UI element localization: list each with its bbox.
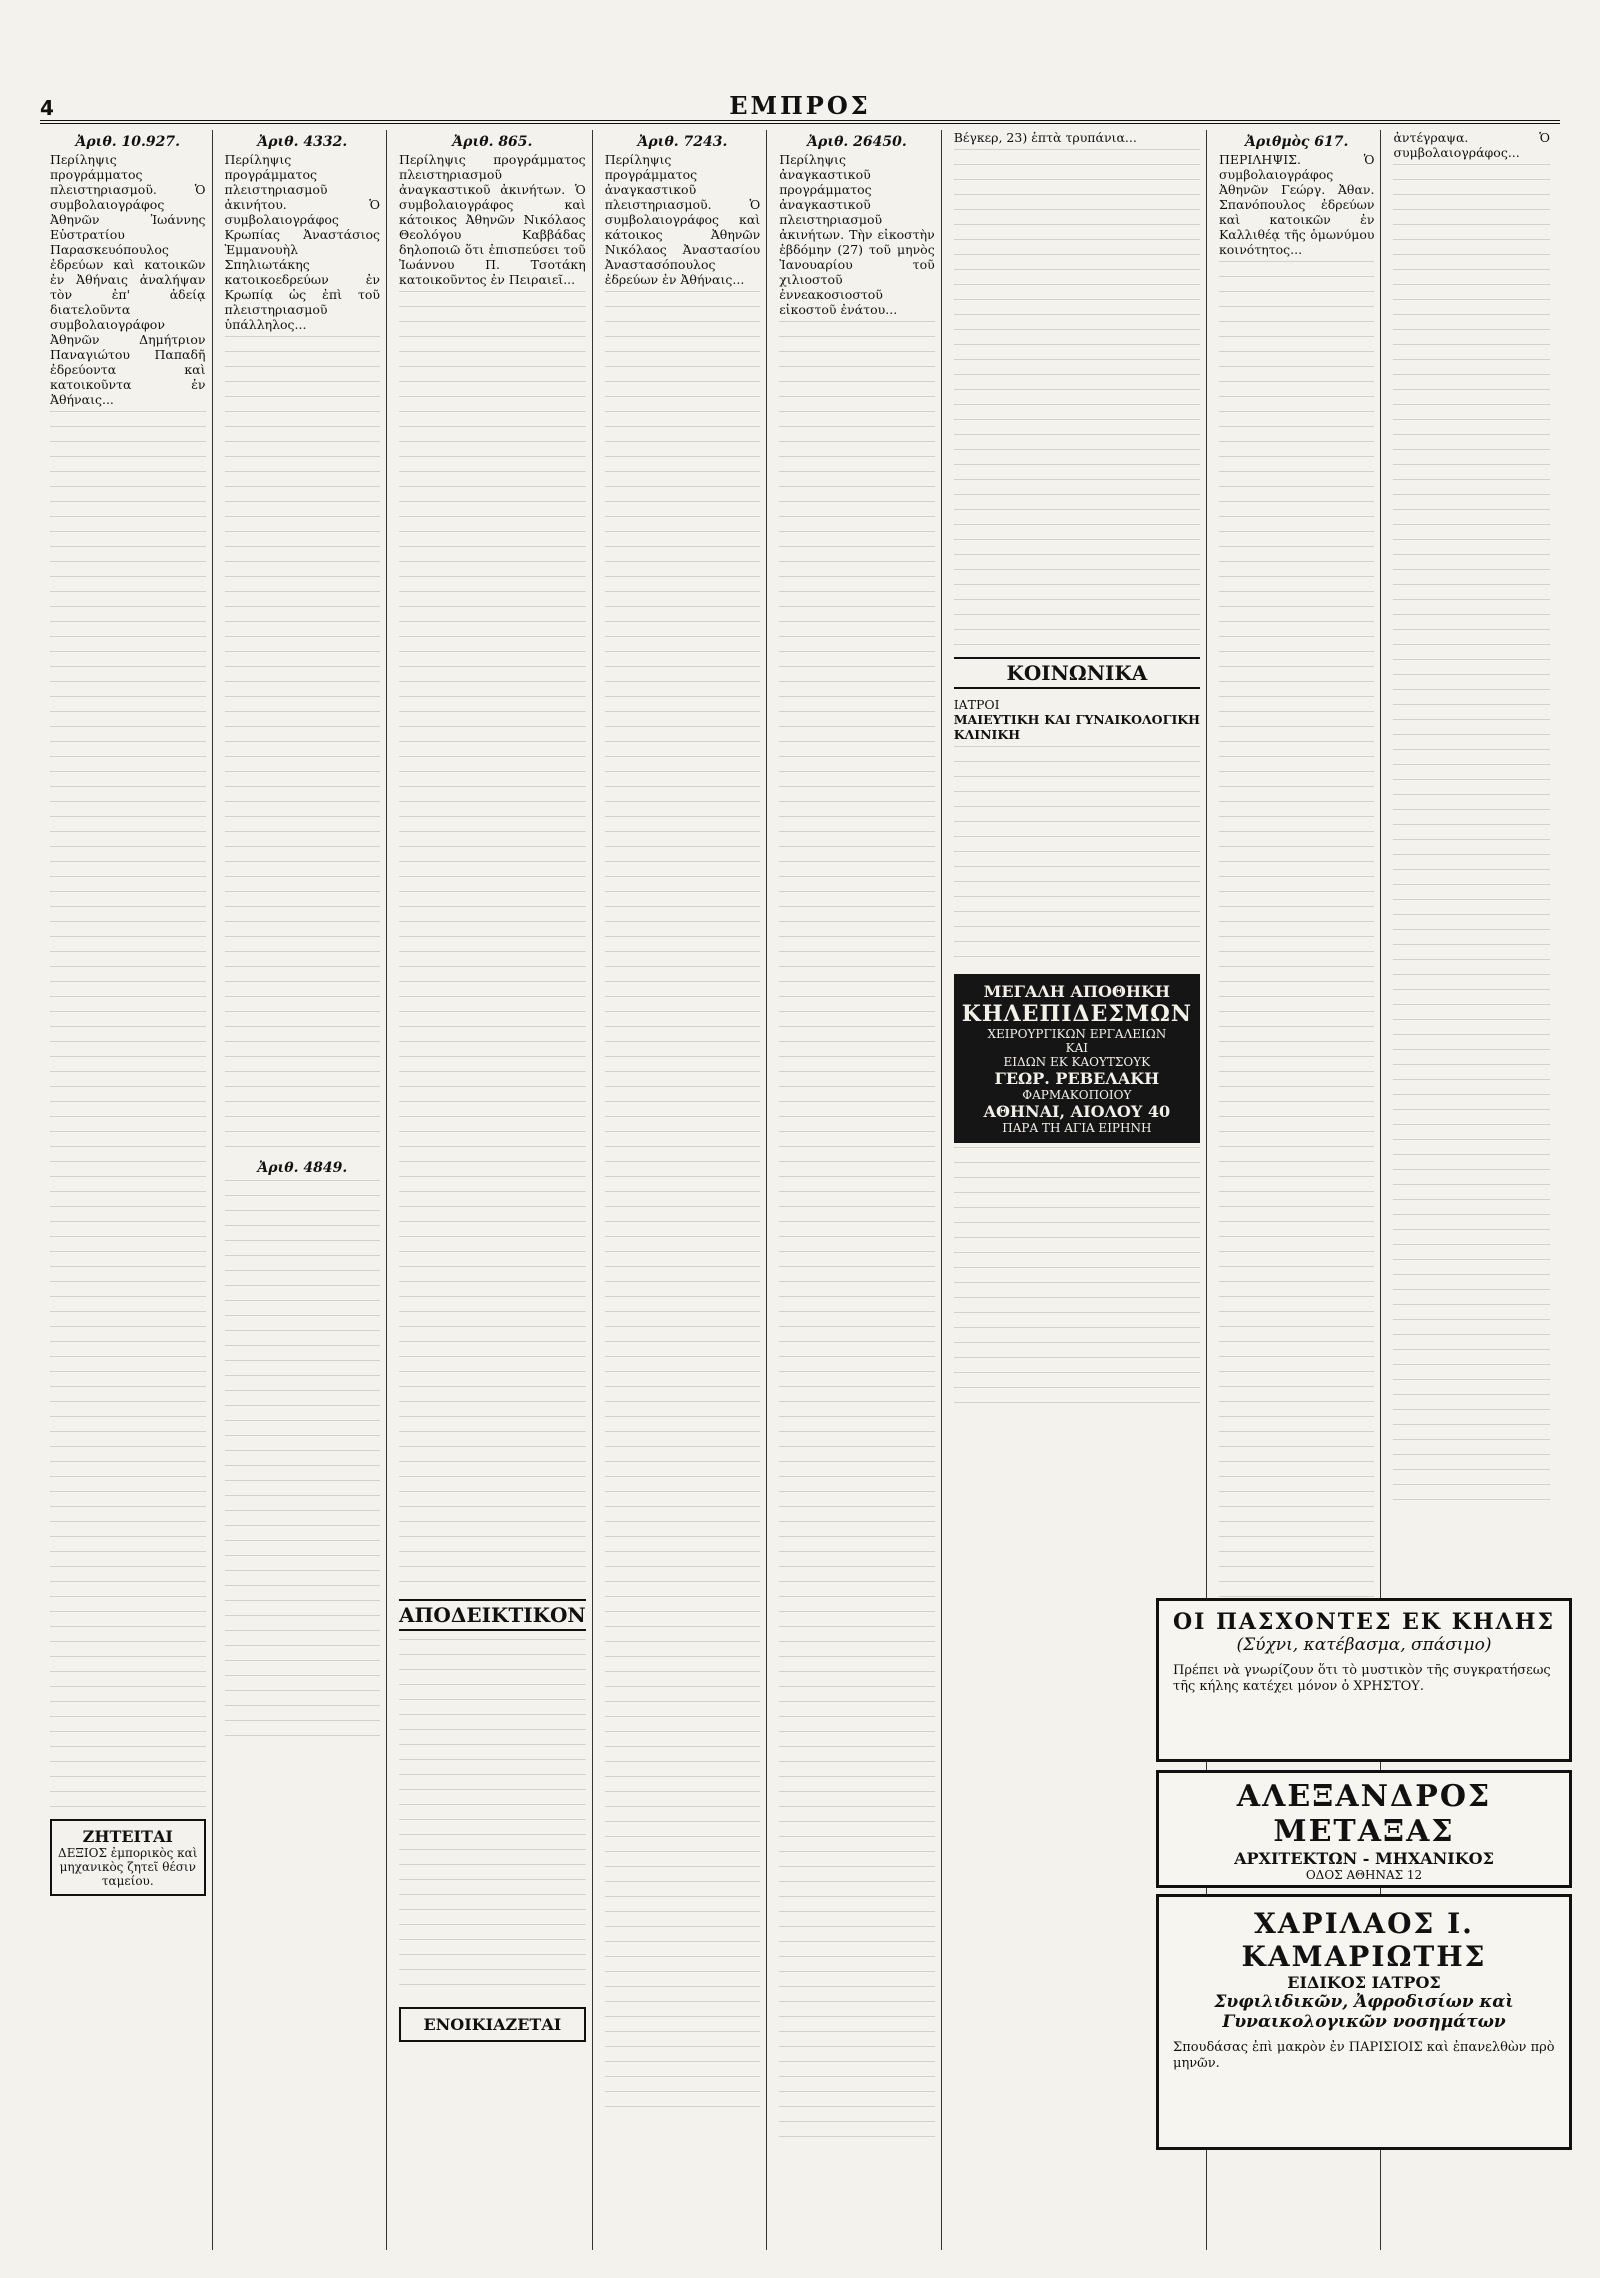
pharmacy-ad: [954, 974, 1200, 1143]
notice-box-title: ΕΝΟΙΚΙΑΖΕΤΑΙ: [423, 2015, 562, 2034]
small-ad-text: ΔΕΞΙΟΣ ἐμπορικὸς καὶ μηχανικὸς ζητεῖ θέσιν ταμείου.: [58, 1846, 198, 1888]
column-5: [773, 130, 942, 2250]
masthead: ΕΜΠΡΟΣ: [729, 91, 871, 120]
text-block: [954, 149, 1200, 649]
text-block: [50, 411, 206, 1811]
notice-number: Ἀριθ. 4332.: [257, 134, 348, 150]
text-block: [779, 321, 935, 2141]
notice-text: Περίληψις προγράμματος ἀναγκαστικοῦ πλειστηριασμοῦ. Ὁ συμβολαιογράφος καὶ κάτοικος Ἀθηνῶν Νικόλαος Ἀναστασίου Ἀναστασόπουλος ἐδρεύων ἐν Ἀθήναις...: [604, 152, 761, 287]
architect-name: ΑΛΕΞΑΝΔΡΟΣ ΜΕΤΑΞΑΣ: [1236, 1779, 1492, 1849]
pharmacy-line9: ΠΑΡΑ ΤΗ ΑΓΙΑ ΕΙΡΗΝΗ: [1002, 1121, 1152, 1135]
text-block: [225, 1180, 381, 1740]
architect-ad: [1156, 1770, 1572, 1888]
doctor-text: Σπουδάσας ἐπὶ μακρὸν ἐν ΠΑΡΙΣΙΟΙΣ καὶ ἐπανελθὼν πρὸ μηνῶν.: [1173, 2040, 1555, 2071]
pharmacy-line4: ΚΑΙ: [1065, 1041, 1089, 1055]
notice-text: ἀντέγραψα. Ὁ συμβολαιογράφος...: [1393, 130, 1550, 160]
text-block: [1219, 261, 1375, 1611]
text-block: [1393, 164, 1550, 1514]
doctor-heading: ΜΑΙΕΥΤΙΚΗ ΚΑΙ ΓΥΝΑΙΚΟΛΟΓΙΚΗ ΚΛΙΝΙΚΗ: [953, 712, 1200, 742]
notice-text: Περίληψις προγράμματος πλειστηριασμοῦ ἀκινήτου. Ὁ συμβολαιογράφος Κρωπίας Ἀναστάσιος Ἐμμανουὴλ Σπηλιωτάκης κατοικοεδρεύων ἐν Κρωπίᾳ ὡς ἐπὶ τοῦ πλειστηριασμοῦ ὑπάλληλος...: [224, 152, 381, 332]
notice-number: Ἀριθ. 4849.: [257, 1160, 348, 1176]
hernia-ad: [1156, 1598, 1572, 1762]
architect-title: ΑΡΧΙΤΕΚΤΩΝ - ΜΗΧΑΝΙΚΟΣ: [1234, 1849, 1494, 1868]
doctor-specialty: Συφιλιδικῶν, Ἀφροδισίων καὶ Γυναικολογικῶν νοσημάτων: [1214, 1992, 1514, 2032]
column-1: [44, 130, 213, 2250]
notice-number: Ἀριθμὸς 617.: [1245, 134, 1349, 150]
pharmacy-line1: ΜΕΓΑΛΗ ΑΠΟΘΗΚΗ: [983, 982, 1170, 1001]
pharmacy-line8: ΑΘΗΝΑΙ, ΑΙΟΛΟΥ 40: [983, 1102, 1171, 1121]
notice-text: Περίληψις ἀναγκαστικοῦ προγράμματος ἀναγκαστικοῦ πλειστηριασμοῦ ἀκινήτων. Τὴν εἰκοστὴν ἑβδόμην (27) τοῦ μηνὸς Ἰανουαρίου τοῦ χιλιοστοῦ ἐννεακοσιοστοῦ εἰκοστοῦ ἐνάτου...: [779, 152, 935, 317]
pharmacy-line6: ΓΕΩΡ. ΡΕΒΕΛΑΚΗ: [994, 1069, 1160, 1088]
text-block: [954, 746, 1200, 966]
small-ad-title: ΖΗΤΕΙΤΑΙ: [82, 1827, 173, 1846]
text-block: [954, 1147, 1200, 1407]
column-3: [393, 130, 593, 2250]
hernia-title: ΟΙ ΠΑΣΧΟΝΤΕΣ ΕΚ ΚΗΛΗΣ: [1172, 1609, 1556, 1635]
text-block: [399, 291, 586, 1591]
notice-number: Ἀριθ. 10.927.: [75, 134, 180, 150]
hernia-text: Πρέπει νὰ γνωρίζουν ὅτι τὸ μυστικὸν τῆς συγκρατήσεως τῆς κήλης κατέχει μόνον ὁ ΧΡΗΣΤΟΥ.: [1173, 1663, 1551, 1694]
page-number: 4: [40, 96, 54, 120]
notice-number: Ἀριθ. 7243.: [637, 134, 728, 150]
doctor-title: ΕΙΔΙΚΟΣ ΙΑΤΡΟΣ: [1287, 1973, 1441, 1992]
text-block: [605, 291, 761, 2111]
text-block: [399, 1639, 586, 1999]
column-4: [599, 130, 768, 2250]
small-ad: [50, 1819, 206, 1896]
section-title: ΑΠΟΔΕΙΚΤΙΚΟΝ: [399, 1599, 586, 1631]
pharmacy-line2: ΚΗΛΕΠΙΔΕΣΜΩΝ: [961, 1001, 1192, 1027]
notice-text: Περίληψις προγράμματος πλειστηριασμοῦ. Ὁ συμβολαιογράφος Ἀθηνῶν Ἰωάννης Εὐστρατίου Παρασκευόπουλος ἐδρεύων καὶ κατοικῶν ἐν Ἀθήναις ἀναλήψαν τὸν ἐπ' ἀδείᾳ διατελοῦντα συμβολαιογράφον Ἀθηνῶν Δημήτριον Παναγιώτου Παπαδῆ ἐδρεύοντα καὶ κατοικοῦντα ἐν Ἀθήναις...: [50, 152, 206, 407]
notice-number: Ἀριθ. 26450.: [807, 134, 907, 150]
doctor-ad: [1156, 1894, 1572, 2150]
notice-text: Περίληψις προγράμματος πλειστηριασμοῦ ἀναγκαστικοῦ ἀκινήτων. Ὁ συμβολαιογράφος καὶ κάτοικος Ἀθηνῶν Νικόλαος Θεολόγου Καββάδας δηλοποιῶ ὅτι ἐπισπεύσει τοῦ Ἰωάννου Π. Τσοτάκη κατοικοῦντος ἐν Πειραιεῖ...: [399, 152, 586, 287]
architect-address: ΟΔΟΣ ΑΘΗΝΑΣ 12: [1305, 1868, 1423, 1882]
hernia-subtitle: (Σύχνι, κατέβασμα, σπάσιμο): [1236, 1635, 1492, 1655]
pharmacy-line3: ΧΕΙΡΟΥΡΓΙΚΩΝ ΕΡΓΑΛΕΙΩΝ: [987, 1027, 1167, 1041]
column-2: [219, 130, 388, 2250]
notice-number: Ἀριθ. 865.: [452, 134, 533, 150]
pharmacy-line5: ΕΙΔΩΝ ΕΚ ΚΑΟΥΤΣΟΥΚ: [1003, 1055, 1151, 1069]
pharmacy-line7: ΦΑΡΜΑΚΟΠΟΙΟΥ: [1022, 1088, 1132, 1102]
text-block: [225, 336, 381, 1156]
notice-text: ΠΕΡΙΛΗΨΙΣ. Ὁ συμβολαιογράφος Ἀθηνῶν Γεώργ. Ἀθαν. Σπανόπουλος ἐδρεύων καὶ κατοικῶν ἐν Καλλιθέᾳ τῆς ὁμωνύμου κοινότητος...: [1218, 152, 1375, 257]
notice-text: Βέγκερ, 23) ἑπτὰ τρυπάνια...: [953, 130, 1137, 145]
section-title: ΚΟΙΝΩΝΙΚΑ: [954, 657, 1200, 689]
doctor-name: ΧΑΡΙΛΑΟΣ Ι. ΚΑΜΑΡΙΩΤΗΣ: [1241, 1907, 1487, 1973]
page-header: [40, 92, 1560, 124]
notice-box: [399, 2007, 586, 2042]
section-subtitle: ΙΑΤΡΟΙ: [953, 697, 1000, 712]
